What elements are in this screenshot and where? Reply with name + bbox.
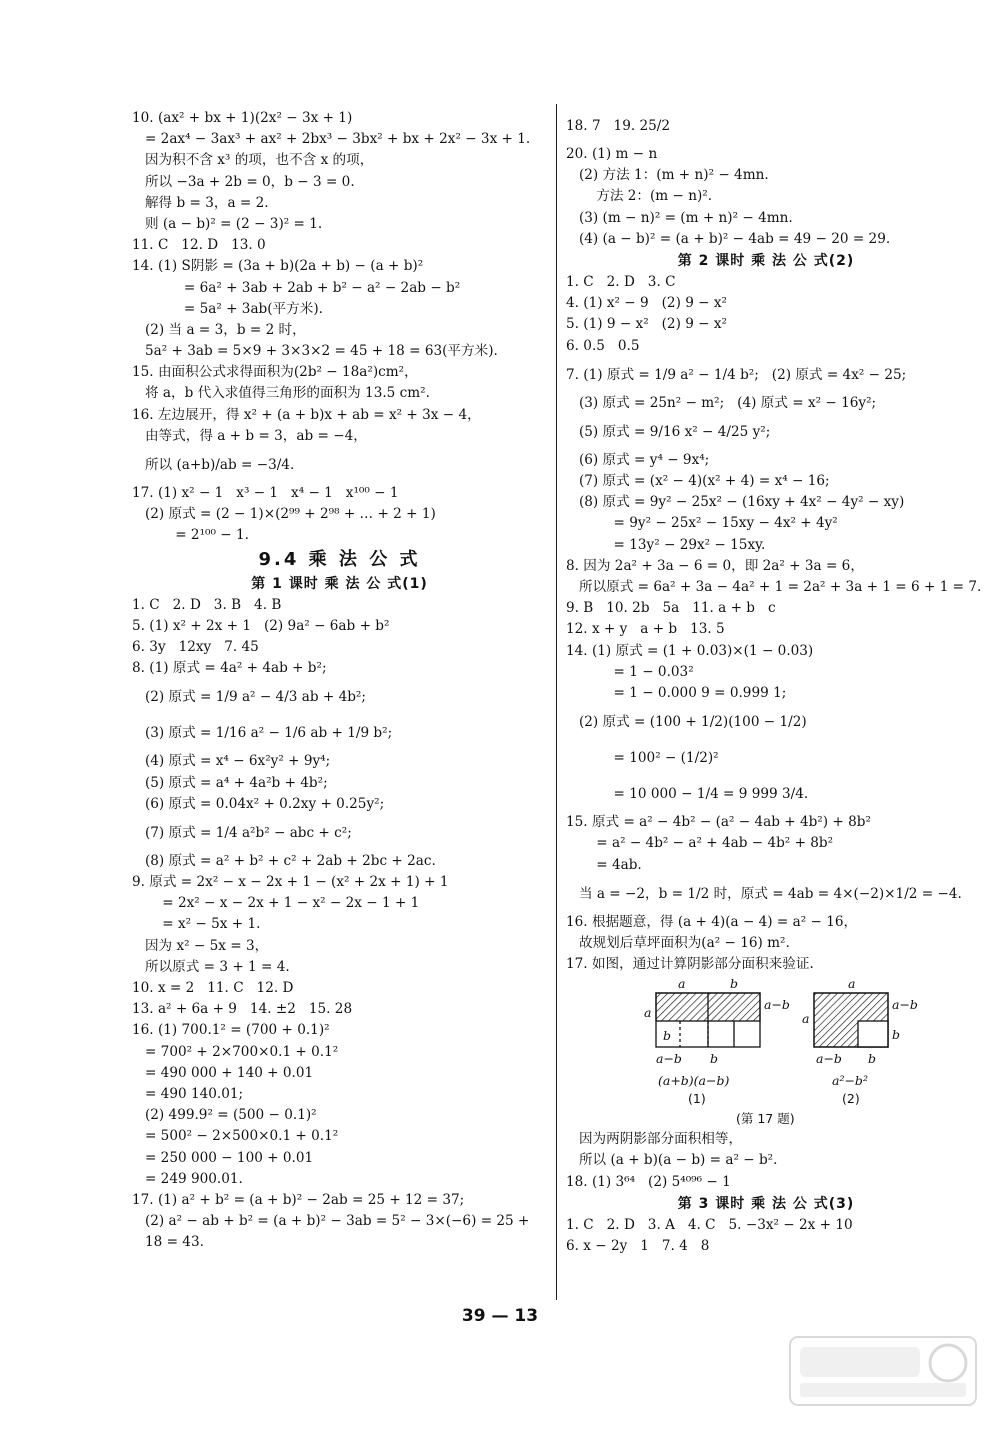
right-column xyxy=(566,108,982,1257)
lesson1-answer-line: = 500² − 2×500×0.1 + 0.1² xyxy=(132,1128,339,1145)
left-answer-line: (2) 原式 = (2 − 1)×(2⁹⁹ + 2⁹⁸ + … + 2 + 1) xyxy=(132,506,436,523)
lesson3-answer-line: 6. x − 2y 1 7. 4 8 xyxy=(566,1238,710,1254)
lesson3-answers xyxy=(566,1215,966,1257)
lesson2-answer-line: = 10 000 − 1/4 = 9 999 3/4. xyxy=(566,786,809,803)
right-answer-line: 20. (1) m − n xyxy=(566,146,658,162)
lesson1-answer-line: 10. x = 2 11. C 12. D xyxy=(132,980,294,996)
lesson1-answer-line: 1. C 2. D 3. B 4. B xyxy=(132,596,282,613)
lesson2-answer-line: 4. (1) x² − 9 (2) 9 − x² xyxy=(566,295,728,312)
lesson2-answer-line: 15. 原式 = a² − 4b² − (a² − 4ab + 4b²) + 8b² xyxy=(566,814,871,831)
lesson1-answer-line: 5. (1) x² + 2x + 1 (2) 9a² − 6ab + b² xyxy=(132,617,390,634)
fig2-removed-square xyxy=(858,1021,888,1047)
lesson1-answer-line: = 490 000 + 140 + 0.01 xyxy=(132,1064,314,1081)
lesson1-answers xyxy=(132,595,547,1254)
fig1-label-a-minus-b: a−b xyxy=(764,997,790,1013)
fig1-label-bottom-b: b xyxy=(710,1051,719,1067)
lesson2-answers xyxy=(566,272,982,975)
fig2-caption: a²−b² xyxy=(832,1073,868,1089)
lesson1-answer-line: (8) 原式 = a² + b² + c² + 2ab + 2bc + 2ac. xyxy=(132,852,436,869)
figure-title: (第 17 题) xyxy=(736,1111,795,1127)
answers-after-figure xyxy=(566,1129,966,1193)
left-answer-line: = 5a² + 3ab(平方米). xyxy=(132,300,323,317)
fig2-label-bottom-a-minus-b: a−b xyxy=(816,1051,842,1067)
answers-9-3-block xyxy=(132,108,547,547)
right-answer-line: 18. 7 19. 25/2 xyxy=(566,118,671,134)
lesson2-answer-line: 5. (1) 9 − x² (2) 9 − x² xyxy=(566,316,728,333)
lesson1-answer-line: 所以原式 = 3 + 1 = 4. xyxy=(132,958,290,975)
lesson2-answer-line: (2) 原式 = (100 + 1/2)(100 − 1/2) xyxy=(566,714,807,731)
fig2-label-a: a xyxy=(848,976,856,992)
lesson1-answer-line: = 490 140.01; xyxy=(132,1085,244,1102)
section-title: 9.4 乘 法 公 式 xyxy=(258,548,421,570)
lesson2-answer-line: 17. 如图，通过计算阴影部分面积来验证. xyxy=(566,956,814,973)
right-answer-line: 方法 2：(m − n)². xyxy=(566,188,713,205)
lesson2-answer-line: 6. 0.5 0.5 xyxy=(566,337,640,354)
lesson1-answer-line: (2) a² − ab + b² = (a + b)² − 3ab = 5² − 3×(−6) = 25 + xyxy=(132,1213,530,1230)
lesson1-answer-line: 17. (1) a² + b² = (a + b)² − 2ab = 25 + 12 = 37; xyxy=(132,1191,465,1208)
fig2-label-a-left: a xyxy=(802,1011,810,1027)
lesson2-answer-line: 8. 因为 2a² + 3a − 6 = 0，即 2a² + 3a = 6， xyxy=(566,557,864,574)
lesson1-answer-line: (5) 原式 = a⁴ + 4a²b + 4b²; xyxy=(132,774,328,791)
right-answer-line: (3) (m − n)² = (m + n)² − 4mn. xyxy=(566,209,793,226)
left-answer-line: 由等式，得 a + b = 3，ab = −4， xyxy=(132,427,367,444)
fig1-label-bottom-a-minus-b: a−b xyxy=(656,1051,682,1067)
lesson1-answer-line: = 249 900.01. xyxy=(132,1170,243,1187)
lesson1-answer-line: 8. (1) 原式 = 4a² + 4ab + b²; xyxy=(132,660,327,677)
left-answer-line: 14. (1) S阴影 = (3a + b)(2a + b) − (a + b)² xyxy=(132,258,424,275)
lesson1-answer-line: (2) 499.9² = (500 − 0.1)² xyxy=(132,1107,317,1124)
left-answer-line: 5a² + 3ab = 5×9 + 3×3×2 = 45 + 18 = 63(平方米). xyxy=(132,343,498,360)
lesson2-answer-line: 9. B 10. 2b 5a 11. a + b c xyxy=(566,600,776,617)
lesson1-title: 第 1 课时 乘 法 公 式(1) xyxy=(251,575,428,592)
fig2-label-bottom-b: b xyxy=(868,1051,877,1067)
lesson2-answer-line: (7) 原式 = (x² − 4)(x² + 4) = x⁴ − 16; xyxy=(566,473,830,490)
left-answer-line: 将 a，b 代入求值得三角形的面积为 13.5 cm². xyxy=(132,385,430,402)
lesson2-answer-line: 当 a = −2，b = 1/2 时，原式 = 4ab = 4×(−2)×1/2 = −4. xyxy=(566,885,962,902)
after-fig-answer-line: 所以 (a + b)(a − b) = a² − b². xyxy=(566,1152,778,1169)
fig2-label-a-minus-b: a−b xyxy=(892,997,918,1013)
lesson2-answer-line: = 1 − 0.03² xyxy=(566,663,694,680)
lesson1-answer-line: 16. (1) 700.1² = (700 + 0.1)² xyxy=(132,1022,330,1039)
lesson3-answer-line: 1. C 2. D 3. A 4. C 5. −3x² − 2x + 10 xyxy=(566,1216,853,1233)
left-column xyxy=(132,108,547,1253)
lesson1-answer-line: (4) 原式 = x⁴ − 6x²y² + 9y⁴; xyxy=(132,753,331,770)
fig1-number: (1) xyxy=(688,1091,706,1107)
left-answer-line: 15. 由面积公式求得面积为(2b² − 18a²)cm²， xyxy=(132,364,418,381)
lesson2-answer-line: 所以原式 = 6a² + 3a − 4a² + 1 = 2a² + 3a + 1 = 6 + 1 = 7. xyxy=(566,579,982,595)
lesson2-answer-line: = 1 − 0.000 9 = 0.999 1; xyxy=(566,684,787,701)
left-answer-line: 17. (1) x² − 1 x³ − 1 x⁴ − 1 x¹⁰⁰ − 1 xyxy=(132,485,399,501)
lesson2-answer-line: = 4ab. xyxy=(566,856,642,873)
lesson1-answer-line: (6) 原式 = 0.04x² + 0.2xy + 0.25y²; xyxy=(132,795,385,812)
left-answer-line: (2) 当 a = 3，b = 2 时， xyxy=(132,321,306,338)
lesson2-title: 第 2 课时 乘 法 公 式(2) xyxy=(677,252,855,269)
lesson1-answer-line: 6. 3y 12xy 7. 45 xyxy=(132,638,259,655)
lesson2-answer-line: 1. C 2. D 3. C xyxy=(566,273,676,290)
lesson2-answer-line: 12. x + y a + b 13. 5 xyxy=(566,621,725,638)
page-number: 39 — 13 xyxy=(461,1306,539,1326)
after-fig-answer-line: 18. (1) 3⁶⁴ (2) 5⁴⁰⁹⁶ − 1 xyxy=(566,1173,731,1190)
left-answer-line: = 6a² + 3ab + 2ab + b² − a² − 2ab − b² xyxy=(132,279,461,296)
lesson3-title: 第 3 课时 乘 法 公 式(3) xyxy=(677,1195,855,1212)
lesson2-answer-line: 14. (1) 原式 = (1 + 0.03)×(1 − 0.03) xyxy=(566,642,814,659)
fig1-caption: (a+b)(a−b) xyxy=(658,1073,730,1089)
lesson1-answer-line: (2) 原式 = 1/9 a² − 4/3 ab + 4b²; xyxy=(132,689,366,706)
lesson2-answer-line: = 13y² − 29x² − 15xy. xyxy=(566,536,766,553)
lesson1-answer-line: 13. a² + 6a + 9 14. ±2 15. 28 xyxy=(132,1001,353,1018)
lesson2-answer-line: (8) 原式 = 9y² − 25x² − (16xy + 4x² − 4y² − xy) xyxy=(566,494,905,511)
lesson1-answer-line: 因为 x² − 5x = 3， xyxy=(132,937,269,954)
lesson2-answer-line: = 9y² − 25x² − 15xy − 4x² + 4y² xyxy=(566,515,838,532)
after-fig-answer-line: 因为两阴影部分面积相等， xyxy=(566,1131,743,1148)
fig1-label-b-inner: b xyxy=(663,1028,672,1044)
fig1-label-a-left: a xyxy=(644,1005,652,1021)
area-diagram xyxy=(636,975,926,1129)
left-answer-line: 16. 左边展开，得 x² + (a + b)x + ab = x² + 3x − 4， xyxy=(132,406,481,423)
fig1-label-b: b xyxy=(730,976,739,992)
lesson2-answer-line: = a² − 4b² − a² + 4ab − 4b² + 8b² xyxy=(566,835,834,852)
left-answer-line: 则 (a − b)² = (2 − 3)² = 1. xyxy=(132,215,323,232)
left-answer-line: 解得 b = 3，a = 2. xyxy=(132,194,269,211)
answers-continued-block xyxy=(566,108,966,250)
watermark-logo xyxy=(788,1335,978,1407)
left-answer-line: 10. (ax² + bx + 1)(2x² − 3x + 1) xyxy=(132,110,353,126)
lesson1-answer-line: = 700² + 2×700×0.1 + 0.1² xyxy=(132,1043,339,1060)
lesson2-answer-line: 故规划后草坪面积为(a² − 16) m². xyxy=(566,934,790,951)
lesson1-answer-line: 18 = 43. xyxy=(132,1234,204,1251)
lesson2-answer-line: (3) 原式 = 25n² − m²; (4) 原式 = x² − 16y²; xyxy=(566,394,877,411)
lesson1-answer-line: = x² − 5x + 1. xyxy=(132,916,261,933)
lesson2-answer-line: (5) 原式 = 9/16 x² − 4/25 y²; xyxy=(566,423,771,440)
left-answer-line: 所以 (a+b)/ab = −3/4. xyxy=(132,457,295,473)
right-answer-line: (2) 方法 1：(m + n)² − 4mn. xyxy=(566,167,769,184)
lesson2-answer-line: (6) 原式 = y⁴ − 9x⁴; xyxy=(566,451,710,468)
lesson2-answer-line: = 100² − (1/2)² xyxy=(566,750,719,767)
left-answer-line: = 2ax⁴ − 3ax³ + ax² + 2bx³ − 3bx² + bx + 2x² − 3x + 1. xyxy=(132,131,531,148)
fig2-number: (2) xyxy=(842,1091,860,1107)
right-answer-line: (4) (a − b)² = (a + b)² − 4ab = 49 − 20 = 29. xyxy=(566,230,891,247)
lesson1-answer-line: = 250 000 − 100 + 0.01 xyxy=(132,1149,314,1166)
lesson1-answer-line: 9. 原式 = 2x² − x − 2x + 1 − (x² + 2x + 1) + 1 xyxy=(132,874,449,891)
figure-17 xyxy=(566,975,966,1129)
left-answer-line: 因为积不含 x³ 的项，也不含 x 的项， xyxy=(132,152,374,169)
lesson1-answer-line: = 2x² − x − 2x + 1 − x² − 2x − 1 + 1 xyxy=(132,895,420,912)
lesson2-answer-line: 16. 根据题意，得 (a + 4)(a − 4) = a² − 16， xyxy=(566,913,858,930)
left-answer-line: = 2¹⁰⁰ − 1. xyxy=(132,527,249,544)
fig2-label-b-right: b xyxy=(892,1027,901,1043)
left-answer-line: 所以 −3a + 2b = 0，b − 3 = 0. xyxy=(132,173,355,190)
column-divider xyxy=(556,104,557,1300)
lesson1-answer-line: (3) 原式 = 1/16 a² − 1/6 ab + 1/9 b²; xyxy=(132,725,393,742)
lesson2-answer-line: 7. (1) 原式 = 1/9 a² − 1/4 b²; (2) 原式 = 4x² − 25; xyxy=(566,366,907,383)
lesson1-answer-line: (7) 原式 = 1/4 a²b² − abc + c²; xyxy=(132,824,352,841)
fig1-label-a: a xyxy=(678,976,686,992)
left-answer-line: 11. C 12. D 13. 0 xyxy=(132,237,266,254)
